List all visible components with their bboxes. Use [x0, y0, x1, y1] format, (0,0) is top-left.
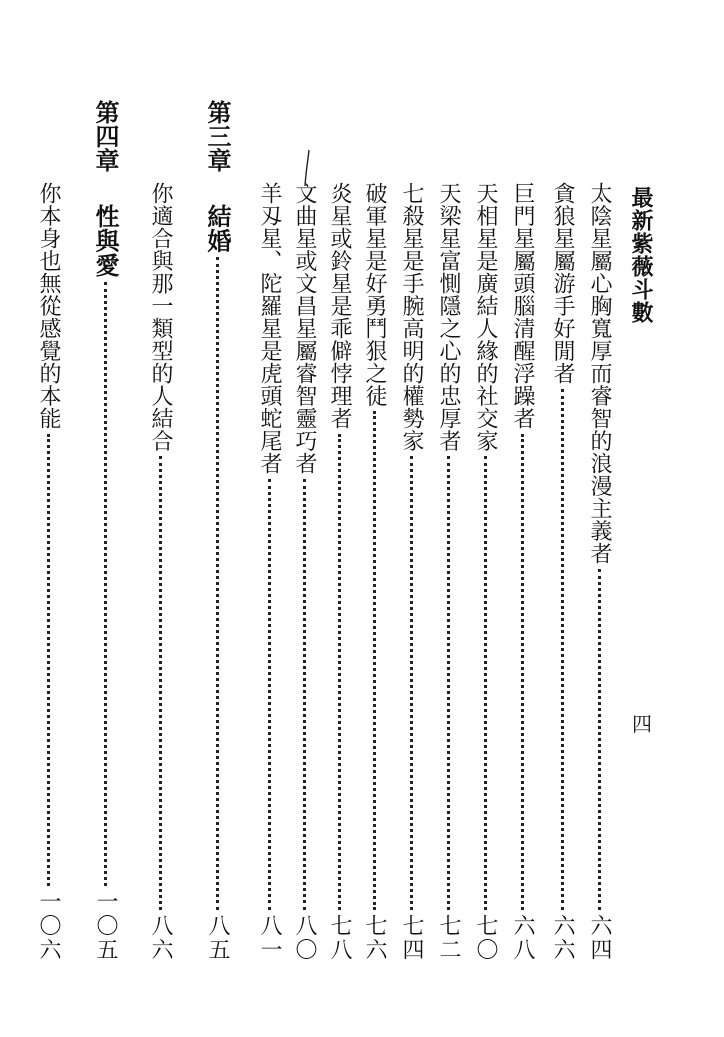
toc-entry	[143, 182, 177, 962]
chapter-title: 結婚	[203, 204, 232, 253]
dot-leader	[561, 389, 564, 911]
toc-entry	[252, 182, 286, 962]
toc-entry-title: 羊刄星、陀羅星是虎頭蛇尾者	[257, 182, 282, 475]
chapter-heading	[199, 100, 235, 962]
toc-entry-page: 一〇六	[36, 890, 61, 962]
toc-entry-title: 破軍星是好勇鬥狠之徒	[362, 182, 387, 407]
toc-entry-page: 七六	[362, 914, 387, 962]
toc-entry-page: 七四	[399, 914, 424, 962]
dot-leader	[484, 456, 487, 910]
toc-entry	[31, 182, 65, 962]
toc-entry-title: 你適合與那一類型的人結合	[148, 182, 173, 452]
chapter-title: 性與愛	[91, 204, 120, 278]
chapter-page: 一〇五	[93, 890, 118, 962]
toc-entry-page: 七〇	[473, 914, 498, 962]
toc-entry-title: 貪狼星屬游手好閒者	[550, 182, 575, 385]
toc-entry-title: 七殺星是手腕高明的權勢家	[399, 182, 424, 452]
toc-entry-title: 巨門星屬頭腦清醒浮躁者	[510, 182, 535, 430]
toc-entry-page: 八六	[148, 914, 173, 962]
chapter-number: 第四章	[91, 100, 120, 172]
toc-entry-title: 太陰星屬心胸寬厚而睿智的浪漫主義者	[587, 182, 612, 565]
chapter-heading	[87, 100, 123, 962]
dot-leader	[47, 434, 50, 887]
dot-leader	[338, 434, 341, 911]
dot-leader	[303, 479, 306, 911]
running-header: 最新紫薇斗數	[628, 186, 654, 324]
toc-entry-title: 炎星或鈴星是乖僻悖理者	[327, 182, 352, 430]
toc-entry	[545, 182, 579, 962]
toc-entry-page: 八〇	[292, 914, 317, 962]
chapter-number: 第三章	[203, 100, 232, 172]
toc-entry	[322, 182, 356, 962]
toc-entry-title: 天相星是廣結人緣的社交家	[473, 182, 498, 452]
toc-entry	[468, 182, 502, 962]
dot-leader	[447, 456, 450, 910]
toc-entry-page: 七八	[327, 914, 352, 962]
dot-leader	[216, 257, 219, 910]
toc-entry-title: 你本身也無從感覺的本能	[36, 182, 61, 430]
dot-leader	[521, 434, 524, 911]
dot-leader	[268, 479, 271, 911]
dot-leader	[104, 282, 107, 887]
toc-entry-page: 八一	[257, 914, 282, 962]
dot-leader	[159, 456, 162, 910]
chapter-page: 八五	[205, 914, 230, 962]
toc-entry-title: 文曲星或文昌星屬睿智靈巧者	[292, 182, 317, 475]
toc-entry	[431, 182, 465, 962]
dot-leader	[410, 456, 413, 910]
toc-entry	[582, 182, 616, 962]
pen-check-mark	[300, 148, 314, 188]
page-number: 四	[632, 712, 652, 736]
toc-entry	[357, 182, 391, 962]
toc-entry-title: 天梁星富惻隱之心的忠厚者	[436, 182, 461, 452]
toc-entry-page: 六六	[550, 914, 575, 962]
toc-entry	[287, 182, 321, 962]
toc-entry-page: 六四	[587, 914, 612, 962]
dot-leader	[373, 411, 376, 910]
toc-entry-page: 七二	[436, 914, 461, 962]
toc-entry	[505, 182, 539, 962]
dot-leader	[598, 569, 601, 911]
toc-entry-page: 六八	[510, 914, 535, 962]
toc-entry	[394, 182, 428, 962]
